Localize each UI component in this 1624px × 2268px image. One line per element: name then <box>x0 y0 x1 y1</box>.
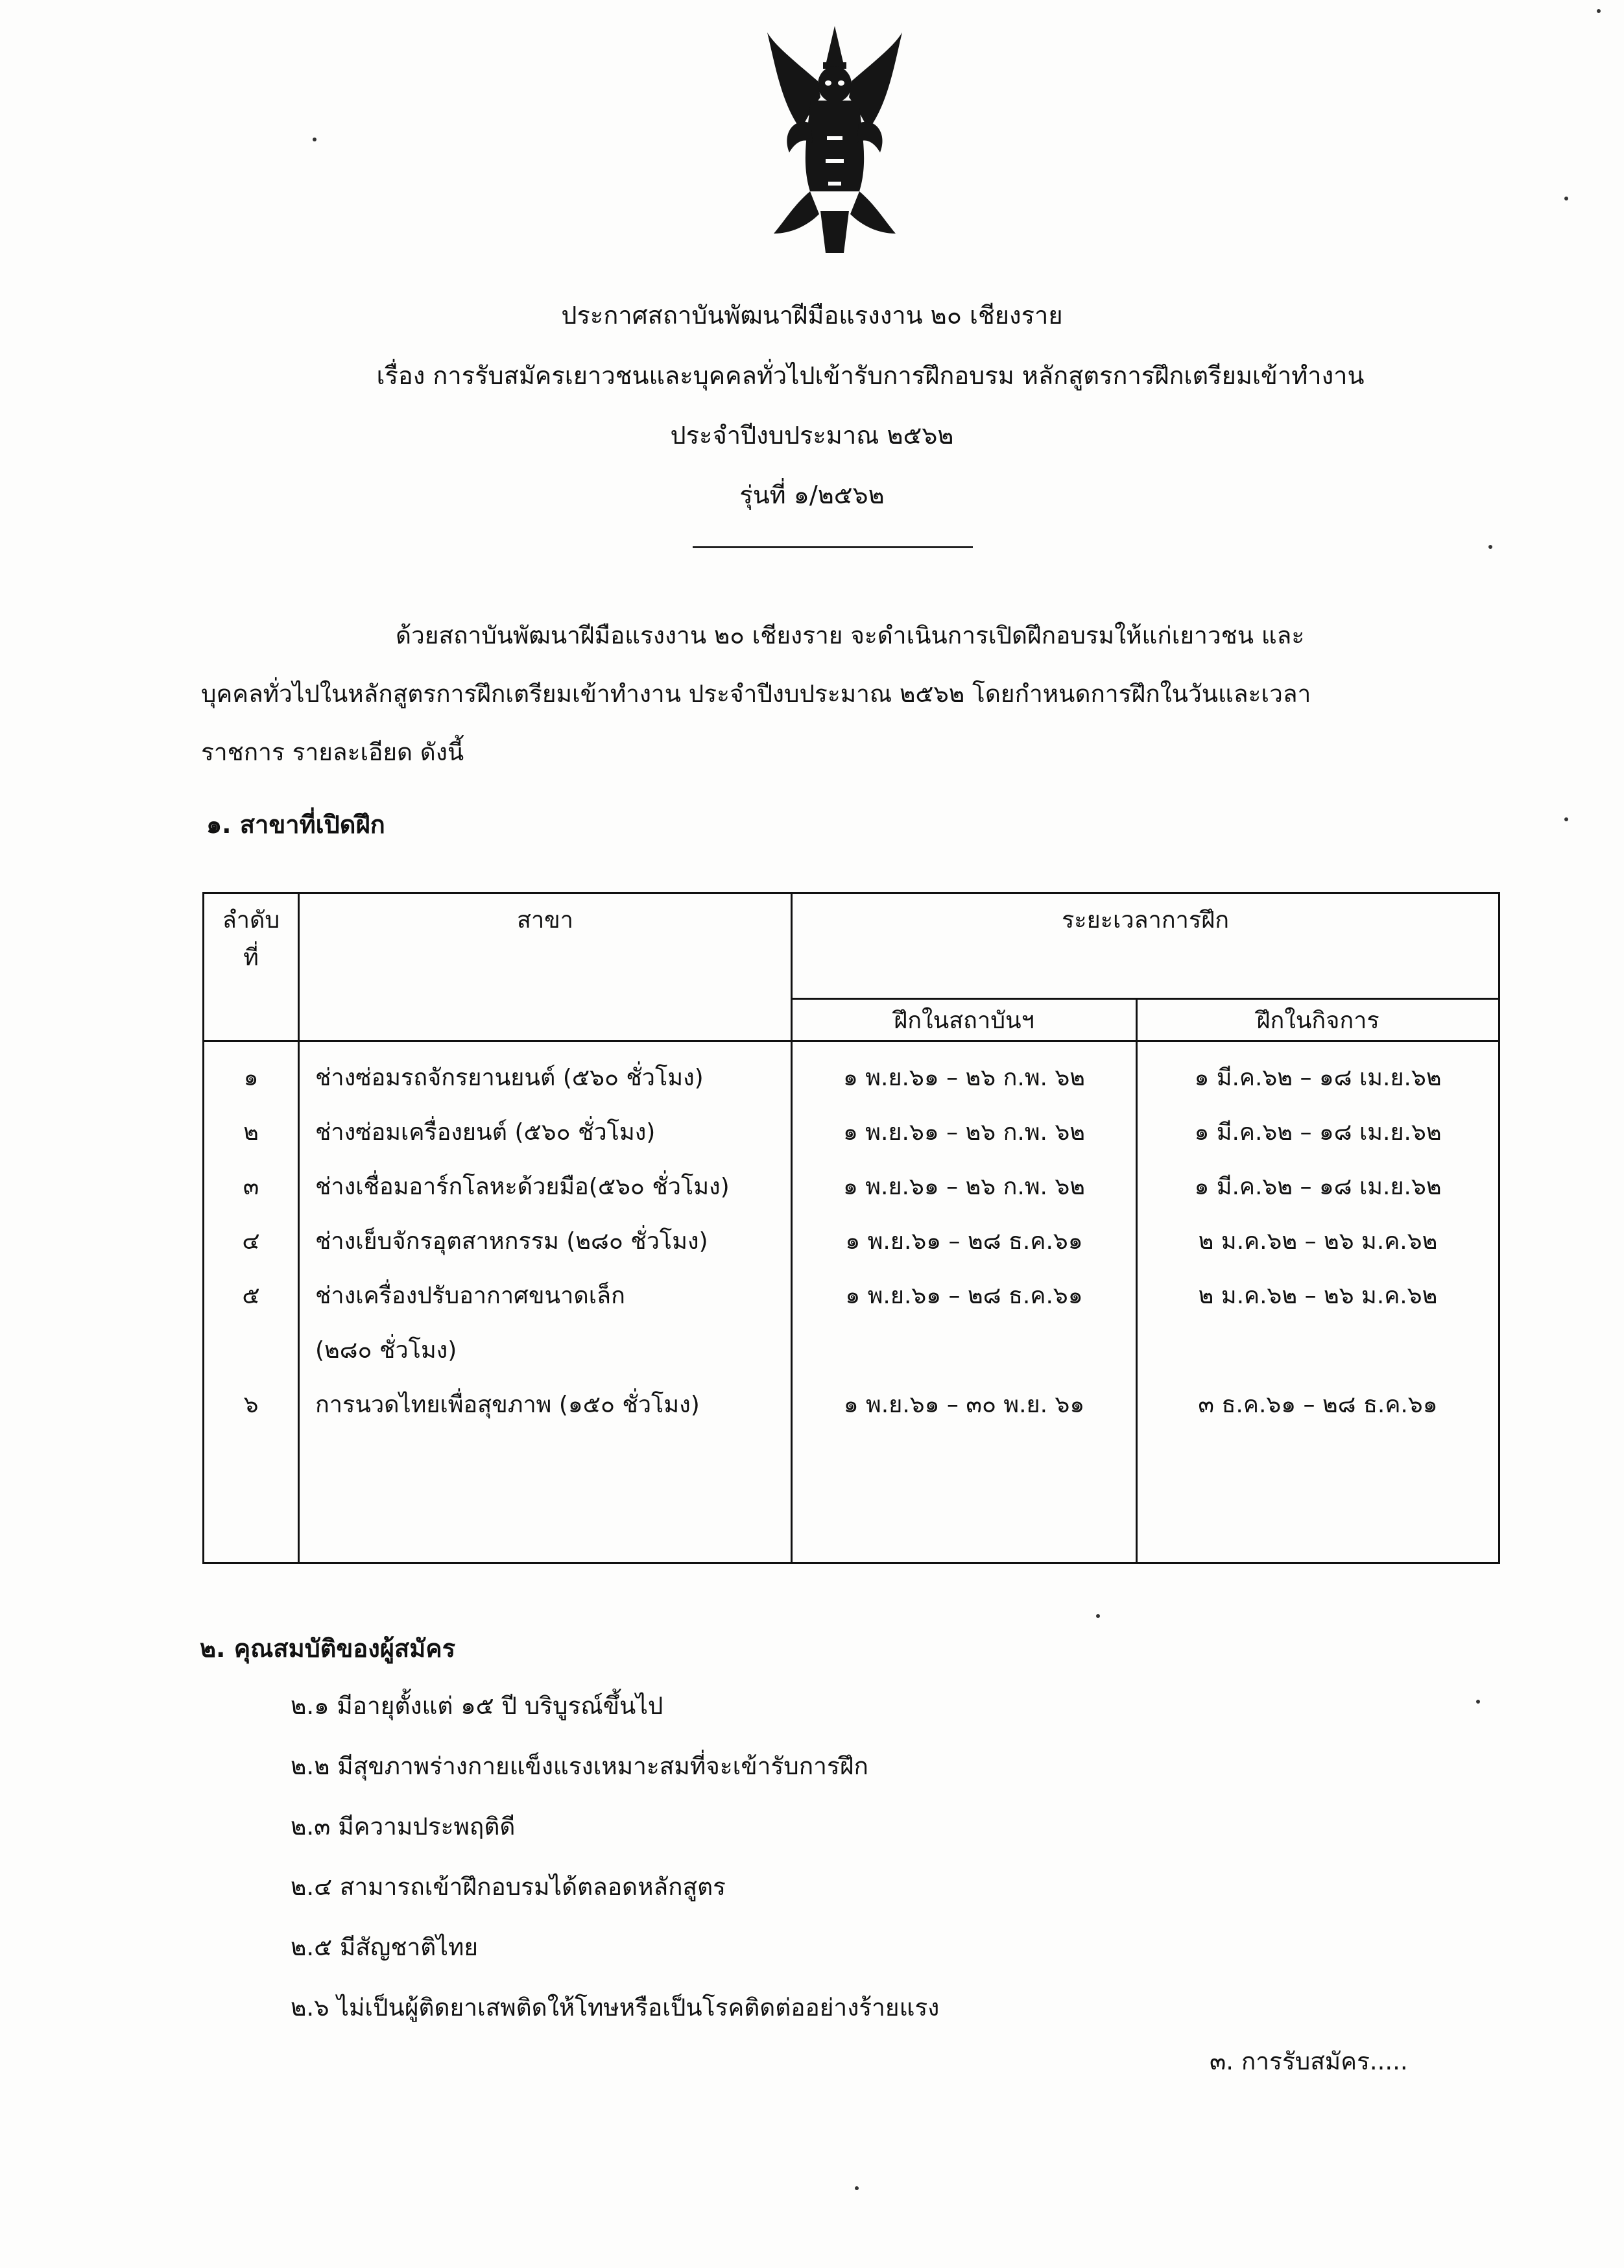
header-order-line1: ลำดับ <box>222 907 280 934</box>
row-number: ๓ <box>243 1174 259 1200</box>
scan-speck <box>1564 197 1568 200</box>
business-date: ๒ ม.ค.๖๒ – ๒๖ ม.ค.๖๒ <box>1198 1228 1438 1255</box>
order-column <box>204 1041 299 1563</box>
business-date: ๓ ธ.ค.๖๑ – ๒๘ ธ.ค.๖๑ <box>1198 1392 1438 1418</box>
scan-speck <box>1597 9 1601 13</box>
qualification-item: ๒.๓ มีความประพฤติดี <box>291 1813 516 1840</box>
institute-date: ๑ พ.ย.๖๑ – ๒๖ ก.พ. ๖๒ <box>842 1174 1086 1200</box>
business-dates-column <box>1137 1041 1499 1563</box>
business-date: ๑ มี.ค.๖๒ – ๑๘ เม.ย.๖๒ <box>1194 1174 1442 1200</box>
header-order-line2: ที่ <box>243 945 259 971</box>
institute-date-spacer <box>793 1323 1136 1378</box>
row-number: ๔ <box>242 1228 260 1255</box>
announcement-subject: เรื่อง การรับสมัครเยาวชนและบุคคลทั่วไปเข้ารับการฝึกอบรม หลักสูตรการฝึกเตรียมเข้าทำงาน <box>376 361 1365 390</box>
continued-next-page: ๓. การรับสมัคร..... <box>1210 2047 1408 2075</box>
header-in-business: ฝึกในกิจการ <box>1137 999 1499 1041</box>
row-number-spacer <box>204 1323 298 1378</box>
business-date: ๑ มี.ค.๖๒ – ๑๘ เม.ย.๖๒ <box>1194 1065 1442 1091</box>
intro-line-2: บุคคลทั่วไปในหลักสูตรการฝึกเตรียมเข้าทำงาน ประจำปีงบประมาณ ๒๕๖๒ โดยกำหนดการฝึกในวันและเวลา <box>201 680 1311 708</box>
header-order <box>204 893 299 1041</box>
business-date-spacer <box>1138 1323 1498 1378</box>
scan-speck <box>1476 1700 1480 1704</box>
row-number: ๑ <box>243 1065 259 1091</box>
branch-name-continued: (๒๘๐ ชั่วโมง) <box>315 1337 457 1364</box>
branch-name: การนวดไทยเพื่อสุขภาพ (๑๕๐ ชั่วโมง) <box>315 1392 700 1418</box>
business-date: ๒ ม.ค.๖๒ – ๒๖ ม.ค.๖๒ <box>1198 1283 1438 1309</box>
fiscal-year-line: ประจำปีงบประมาณ ๒๕๖๒ <box>670 421 954 450</box>
branch-name: ช่างซ่อมรถจักรยานยนต์ (๕๖๐ ชั่วโมง) <box>315 1065 704 1091</box>
intro-line-3: ราชการ รายละเอียด ดังนี้ <box>201 738 464 766</box>
institute-date: ๑ พ.ย.๖๑ – ๓๐ พ.ย. ๖๑ <box>843 1392 1085 1418</box>
institute-dates-column <box>792 1041 1137 1563</box>
institute-date: ๑ พ.ย.๖๑ – ๒๖ ก.พ. ๖๒ <box>842 1065 1086 1091</box>
row-number: ๖ <box>243 1392 259 1418</box>
intro-line-1: ด้วยสถาบันพัฒนาฝีมือแรงงาน ๒๐ เชียงราย จะดำเนินการเปิดฝึกอบรมให้แก่เยาวชน และ <box>396 621 1305 649</box>
branch-name: ช่างซ่อมเครื่องยนต์ (๕๖๐ ชั่วโมง) <box>315 1119 656 1146</box>
section-1-heading: ๑. สาขาที่เปิดฝึก <box>206 810 385 839</box>
scan-speck <box>1564 817 1568 821</box>
qualification-item: ๒.๒ มีสุขภาพร่างกายแข็งแรงเหมาะสมที่จะเข้ารับการฝึก <box>291 1752 868 1780</box>
qualification-item: ๒.๖ ไม่เป็นผู้ติดยาเสพติดให้โทษหรือเป็นโรคติดต่ออย่างร้ายแรง <box>291 1994 940 2021</box>
announcement-title: ประกาศสถาบันพัฒนาฝีมือแรงงาน ๒๐ เชียงราย <box>561 301 1063 330</box>
institute-date: ๑ พ.ย.๖๑ – ๒๘ ธ.ค.๖๑ <box>845 1283 1083 1309</box>
scan-speck <box>1488 545 1492 549</box>
branch-column <box>299 1041 792 1563</box>
header-divider <box>693 546 973 548</box>
scan-speck <box>855 2186 859 2190</box>
branch-name: ช่างเชื่อมอาร์กโลหะด้วยมือ(๕๖๐ ชั่วโมง) <box>315 1174 730 1200</box>
training-schedule-table <box>202 892 1500 1564</box>
row-number: ๕ <box>242 1283 260 1309</box>
header-branch: สาขา <box>299 893 792 1041</box>
qualification-item: ๒.๔ สามารถเข้าฝึกอบรมได้ตลอดหลักสูตร <box>291 1873 726 1901</box>
branch-name: ช่างเย็บจักรอุตสาหกรรม (๒๘๐ ชั่วโมง) <box>315 1228 708 1255</box>
section-2-heading: ๒. คุณสมบัติของผู้สมัคร <box>200 1634 456 1663</box>
garuda-emblem-icon <box>756 19 914 259</box>
qualification-item: ๒.๑ มีอายุตั้งแต่ ๑๕ ปี บริบูรณ์ขึ้นไป <box>291 1692 663 1720</box>
batch-line: รุ่นที่ ๑/๒๕๖๒ <box>739 481 885 509</box>
branch-name: ช่างเครื่องปรับอากาศขนาดเล็ก <box>315 1283 625 1309</box>
row-number: ๒ <box>243 1119 259 1146</box>
header-in-institute: ฝึกในสถาบันฯ <box>792 999 1137 1041</box>
scan-speck <box>1096 1614 1100 1618</box>
business-date: ๑ มี.ค.๖๒ – ๑๘ เม.ย.๖๒ <box>1194 1119 1442 1146</box>
qualification-item: ๒.๕ มีสัญชาติไทย <box>291 1933 479 1961</box>
institute-date: ๑ พ.ย.๖๑ – ๒๖ ก.พ. ๖๒ <box>842 1119 1086 1146</box>
institute-date: ๑ พ.ย.๖๑ – ๒๘ ธ.ค.๖๑ <box>845 1228 1083 1255</box>
header-duration: ระยะเวลาการฝึก <box>792 893 1499 999</box>
scan-speck <box>313 138 316 141</box>
